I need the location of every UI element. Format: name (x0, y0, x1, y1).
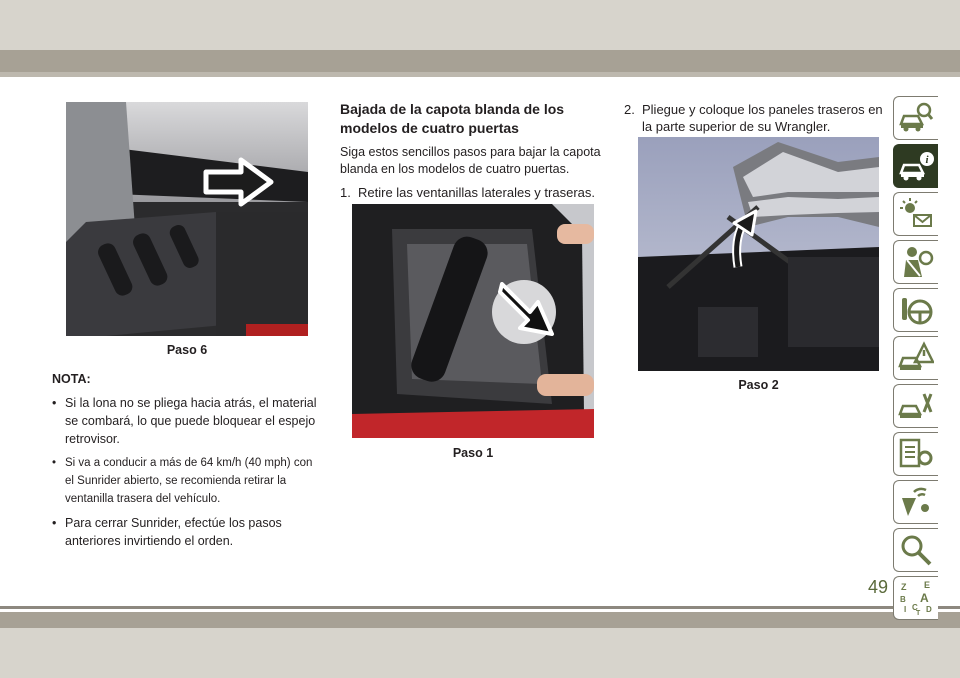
step-text: Retire las ventanillas laterales y traseras. (358, 185, 595, 200)
tab-car-search[interactable] (893, 96, 938, 140)
caption-step-1: Paso 1 (452, 446, 494, 460)
step-number: 1. (340, 185, 351, 200)
top-band (0, 0, 960, 50)
tab-alphabetical-index[interactable] (893, 576, 938, 620)
photo-step-6 (66, 102, 308, 336)
bottom-band (0, 628, 960, 678)
caption-step-2: Paso 2 (738, 378, 779, 392)
index-letter: E (924, 580, 931, 590)
car-tools-icon (898, 388, 934, 424)
key-steering-wheel-icon (898, 292, 934, 328)
alphabet-index-icon (898, 580, 934, 616)
step-text: Pliegue y coloque los paneles traseros en la parte superior de su Wrangler. (642, 102, 883, 134)
tab-starting-driving[interactable] (893, 288, 938, 332)
section-heading: Bajada de la capota blanda de los modelos de cuatro puertas (340, 101, 565, 136)
top-band-edge (0, 72, 960, 77)
car-search-icon (898, 100, 934, 136)
note-item: • Si la lona no se pliega hacia atrás, el material se combará, lo que puede bloquear el espejo retrovisor. (52, 396, 317, 446)
car-hazard-icon (898, 340, 934, 376)
chapter-sidebar (893, 96, 939, 624)
magnifier-icon (898, 532, 934, 568)
tab-technical-specs[interactable] (893, 432, 938, 476)
bullet: • (52, 457, 57, 469)
bottom-rule (0, 606, 960, 609)
intro-paragraph: Siga estos sencillos pasos para bajar la capota blanda en los modelos de cuatro puertas. (340, 145, 601, 176)
index-letter: T (916, 610, 921, 616)
note-item: • Para cerrar Sunrider, efectúe los pasos anteriores invirtiendo el orden. (52, 516, 282, 548)
step-number: 2. (624, 102, 635, 117)
note-item: • Si va a conducir a más de 64 km/h (40 mph) con el Sunrider abierto, se recomienda retirar la ventanilla trasera del vehículo. (52, 454, 322, 508)
index-letter: I (904, 605, 907, 614)
index-letter: A (920, 591, 929, 605)
note-list (52, 394, 322, 556)
tab-servicing[interactable] (893, 384, 938, 428)
svg-text:i: i (925, 154, 929, 166)
index-letter: D (926, 605, 932, 614)
step-1 (340, 184, 610, 201)
caption-step-6: Paso 6 (166, 343, 208, 357)
bullet: • (52, 516, 57, 530)
tab-multimedia[interactable] (893, 480, 938, 524)
tab-warning-lights[interactable] (893, 192, 938, 236)
top-band-dark (0, 50, 960, 72)
note-title: NOTA: (52, 372, 91, 386)
tab-safety[interactable] (893, 240, 938, 284)
tab-index[interactable] (893, 528, 938, 572)
page-number: 49 (868, 577, 889, 597)
multimedia-icon (898, 484, 934, 520)
photo-step-1 (352, 204, 594, 438)
index-letter: B (900, 595, 906, 604)
photo-step-2 (638, 137, 879, 371)
warning-light-message-icon (898, 196, 934, 232)
spec-gear-icon (898, 436, 934, 472)
bottom-band-dark (0, 612, 960, 628)
tab-emergency[interactable] (893, 336, 938, 380)
step-2 (624, 101, 894, 135)
index-letter: Z (901, 582, 907, 592)
tab-car-info[interactable] (893, 144, 938, 188)
bullet: • (52, 396, 57, 410)
index-letter: C (912, 603, 918, 612)
seatbelt-airbag-icon (898, 244, 934, 280)
car-info-icon (898, 148, 934, 184)
